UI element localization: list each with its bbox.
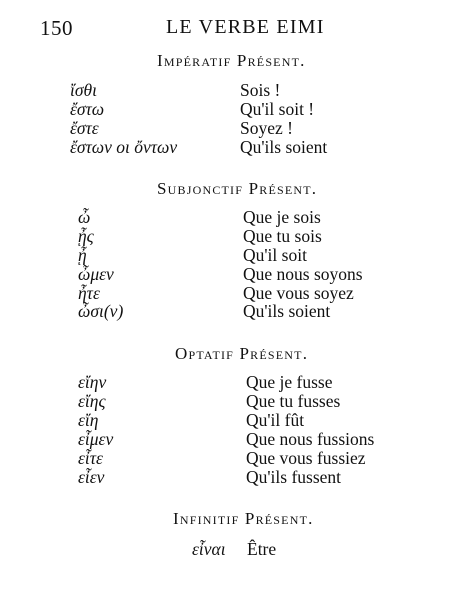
greek-form: ᾖ bbox=[78, 245, 87, 265]
french-translation: Que tu sois bbox=[243, 226, 322, 246]
greek-form: εἴην bbox=[78, 372, 107, 392]
greek-form: εἶεν bbox=[78, 467, 105, 487]
french-translation: Que vous soyez bbox=[243, 283, 354, 303]
page-number: 150 bbox=[40, 16, 73, 40]
section-title-imperatif: Impératif Présent. bbox=[157, 51, 306, 70]
french-translation: Qu'ils fussent bbox=[246, 467, 342, 487]
running-title: LE VERBE EIMI bbox=[166, 16, 325, 38]
greek-form: ᾖς bbox=[78, 226, 94, 246]
french-translation: Qu'il soit ! bbox=[240, 99, 315, 119]
greek-form: ἦτε bbox=[78, 283, 100, 303]
french-translation: Qu'ils soient bbox=[243, 301, 331, 321]
french-translation: Que tu fusses bbox=[246, 391, 341, 411]
section-title-optatif: Optatif Présent. bbox=[175, 344, 309, 363]
french-translation: Soyez ! bbox=[240, 118, 293, 138]
greek-form: εἴης bbox=[78, 391, 106, 411]
greek-form: ὦ bbox=[78, 207, 91, 227]
french-translation: Qu'il soit bbox=[243, 245, 307, 265]
greek-form: ὦμεν bbox=[78, 264, 114, 284]
french-translation: Qu'ils soient bbox=[240, 137, 328, 157]
french-translation: Sois ! bbox=[240, 80, 281, 100]
section-title-infinitif: Infinitif Présent. bbox=[173, 509, 314, 528]
greek-form: εἶμεν bbox=[78, 429, 114, 449]
french-translation: Que je fusse bbox=[246, 372, 333, 392]
greek-form: εἶτε bbox=[78, 448, 103, 468]
french-translation: Que nous fussions bbox=[246, 429, 375, 449]
french-translation: Être bbox=[247, 539, 277, 559]
greek-form: ἴσθι bbox=[70, 80, 97, 100]
greek-form: ὦσι(ν) bbox=[78, 301, 124, 321]
greek-form: ἔστε bbox=[70, 118, 99, 138]
french-translation: Que nous soyons bbox=[243, 264, 363, 284]
french-translation: Qu'il fût bbox=[246, 410, 305, 430]
french-translation: Que vous fussiez bbox=[246, 448, 366, 468]
greek-form: ἔστων οι ὄντων bbox=[70, 137, 178, 157]
section-title-subjonctif: Subjonctif Présent. bbox=[157, 179, 318, 198]
greek-form: εἴη bbox=[78, 410, 99, 430]
greek-form: εἶναι bbox=[192, 539, 226, 559]
greek-form: ἔστω bbox=[70, 99, 105, 119]
french-translation: Que je sois bbox=[243, 207, 321, 227]
